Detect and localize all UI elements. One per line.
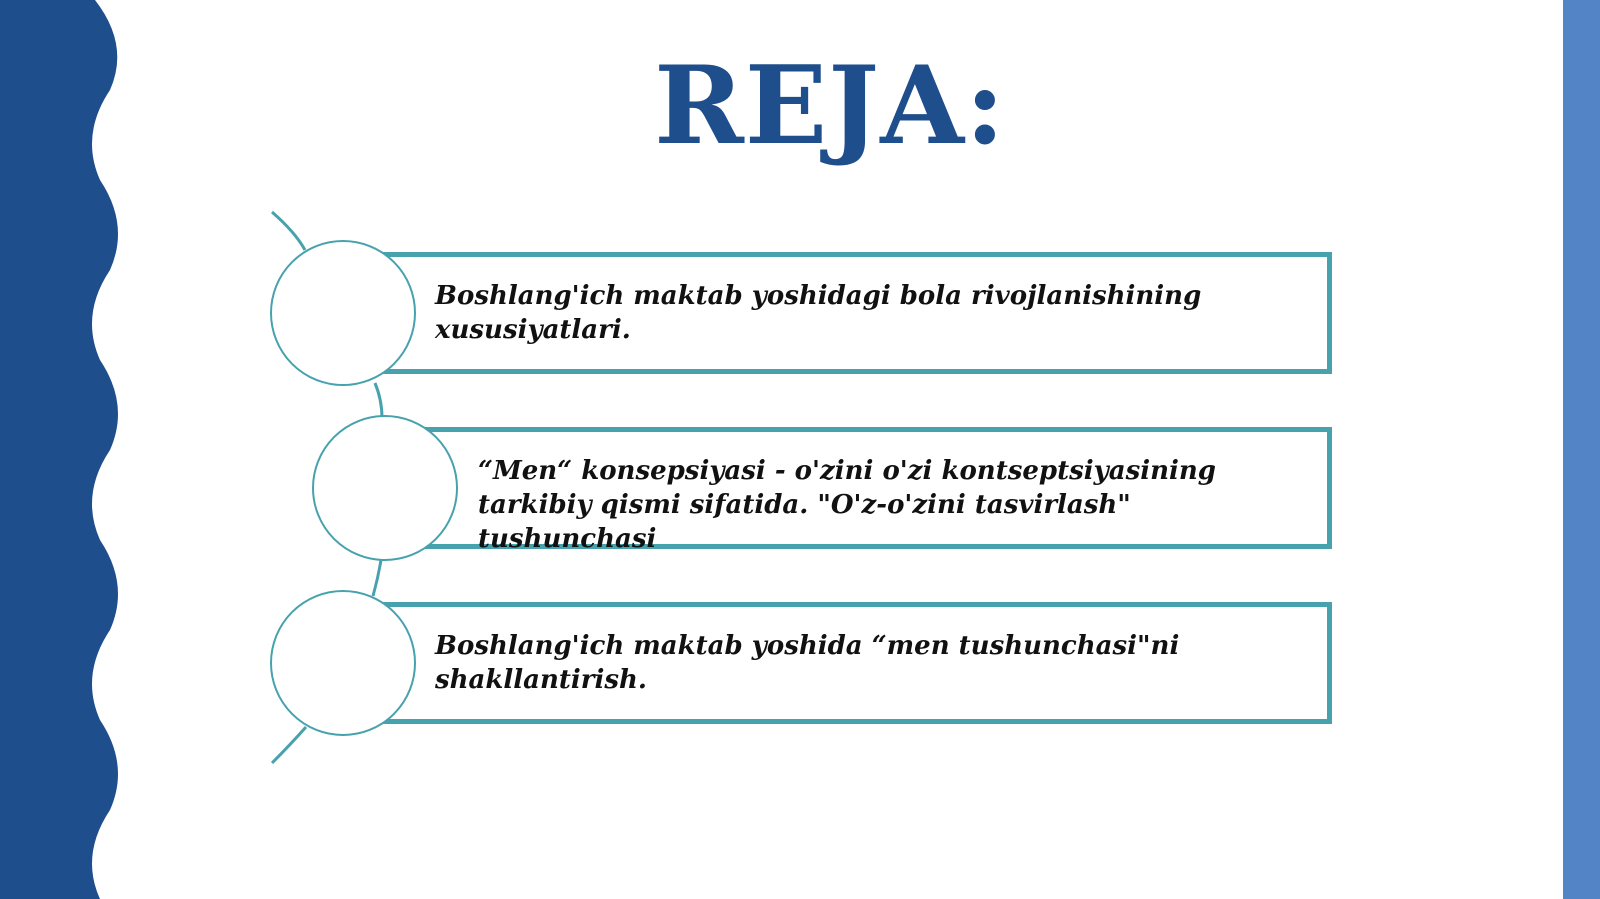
page-title: REJA: bbox=[654, 43, 1006, 169]
plan-item-2-circle bbox=[312, 415, 458, 561]
plan-item-2-text: “Men“ konsepsiyasi - o'zini o'zi kontseptsiyasining tarkibiy qismi sifatida. "O'z-o'zini tasvirlash" tushunchasi bbox=[478, 456, 1216, 554]
plan-item-1-circle bbox=[270, 240, 416, 386]
plan-item-3-circle bbox=[270, 590, 416, 736]
plan-item-3-text: Boshlang'ich maktab yoshida “men tushunchasi"ni shakllantirish. bbox=[435, 631, 1180, 695]
plan-item-1-text: Boshlang'ich maktab yoshidagi bola rivojlanishining xususiyatlari. bbox=[435, 281, 1202, 345]
